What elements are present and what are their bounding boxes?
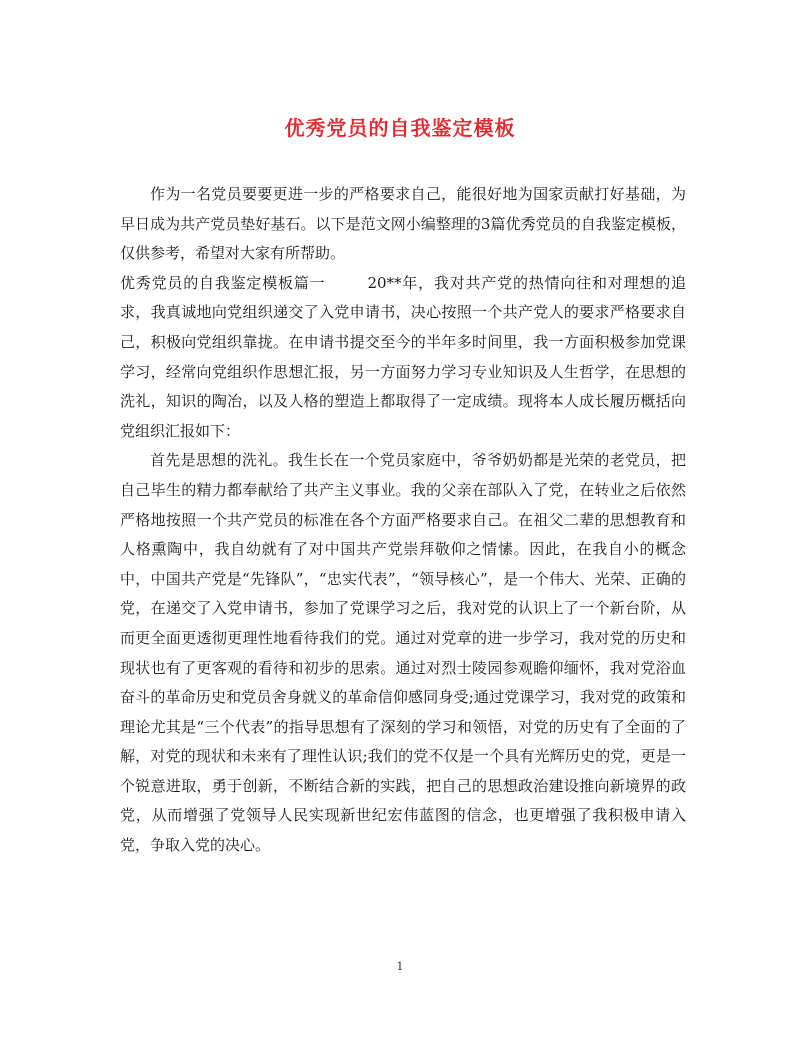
body-paragraph-2: 首先是思想的洗礼。我生长在一个党员家庭中，爷爷奶奶都是光荣的老党员，把自己毕生的精力都奉献给了共产主义事业。我的父亲在部队入了党，在转业之后依然严格地按照一个共产党员的标准在各个方面严格要求自己。在祖父二辈的思想教育和人格熏陶中，我自幼就有了对中国共产党崇拜敬仰之情愫。因此，在我自小的概念中，中国共产党是“先锋队”，“忠实代表”，“领导核心”，是一个伟大、光荣、正确的党，在递交了入党申请书，参加了党课学习之后，我对党的认识上了一个新台阶，从而更全面更透彻更理性地看待我们的党。通过对党章的进一步学习，我对党的历史和现状也有了更客观的看待和初步的思索。通过对烈士陵园参观瞻仰缅怀，我对党浴血奋斗的革命历史和党员舍身就义的革命信仰感同身受;通过党课学习，我对党的政策和理论尤其是“三个代表”的指导思想有了深刻的学习和领悟，对党的历史有了全面的了解，对党的现状和未来有了理性认识;我们的党不仅是一个具有光辉历史的党，更是一个锐意进取，勇于创新，不断结合新的实践，把自己的思想政治建设推向新境界的政党，从而增强了党领导人民实现新世纪宏伟蓝图的信念，也更增强了我积极申请入党，争取入党的决心。 bbox=[120, 451, 686, 855]
page-number: 1 bbox=[396, 960, 404, 973]
document-title: 优秀党员的自我鉴定模板 bbox=[284, 116, 516, 140]
section-heading: 优秀党员的自我鉴定模板篇一 bbox=[120, 273, 326, 292]
section-paragraph bbox=[120, 269, 686, 447]
document-body bbox=[120, 180, 686, 861]
intro-paragraph: 作为一名党员要要更进一步的严格要求自己，能很好地为国家贡献打好基础，为早日成为共产党员垫好基石。以下是范文网小编整理的3篇优秀党员的自我鉴定模板，仅供参考，希望对大家有所帮助。 bbox=[120, 185, 686, 263]
section-paragraph-text: 20**年，我对共产党的热情向往和对理想的追求，我真诚地向党组织递交了入党申请书，决心按照一个共产党人的要求严格要求自己，积极向党组织靠拢。在申请书提交至今的半年多时间里，我一方面积极参加党课学习，经常向党组织作思想汇报，另一方面努力学习专业知识及人生哲学，在思想的洗礼，知识的陶冶，以及人格的塑造上都取得了一定成绩。现将本人成长履历概括向党组织汇报如下： bbox=[120, 273, 686, 440]
